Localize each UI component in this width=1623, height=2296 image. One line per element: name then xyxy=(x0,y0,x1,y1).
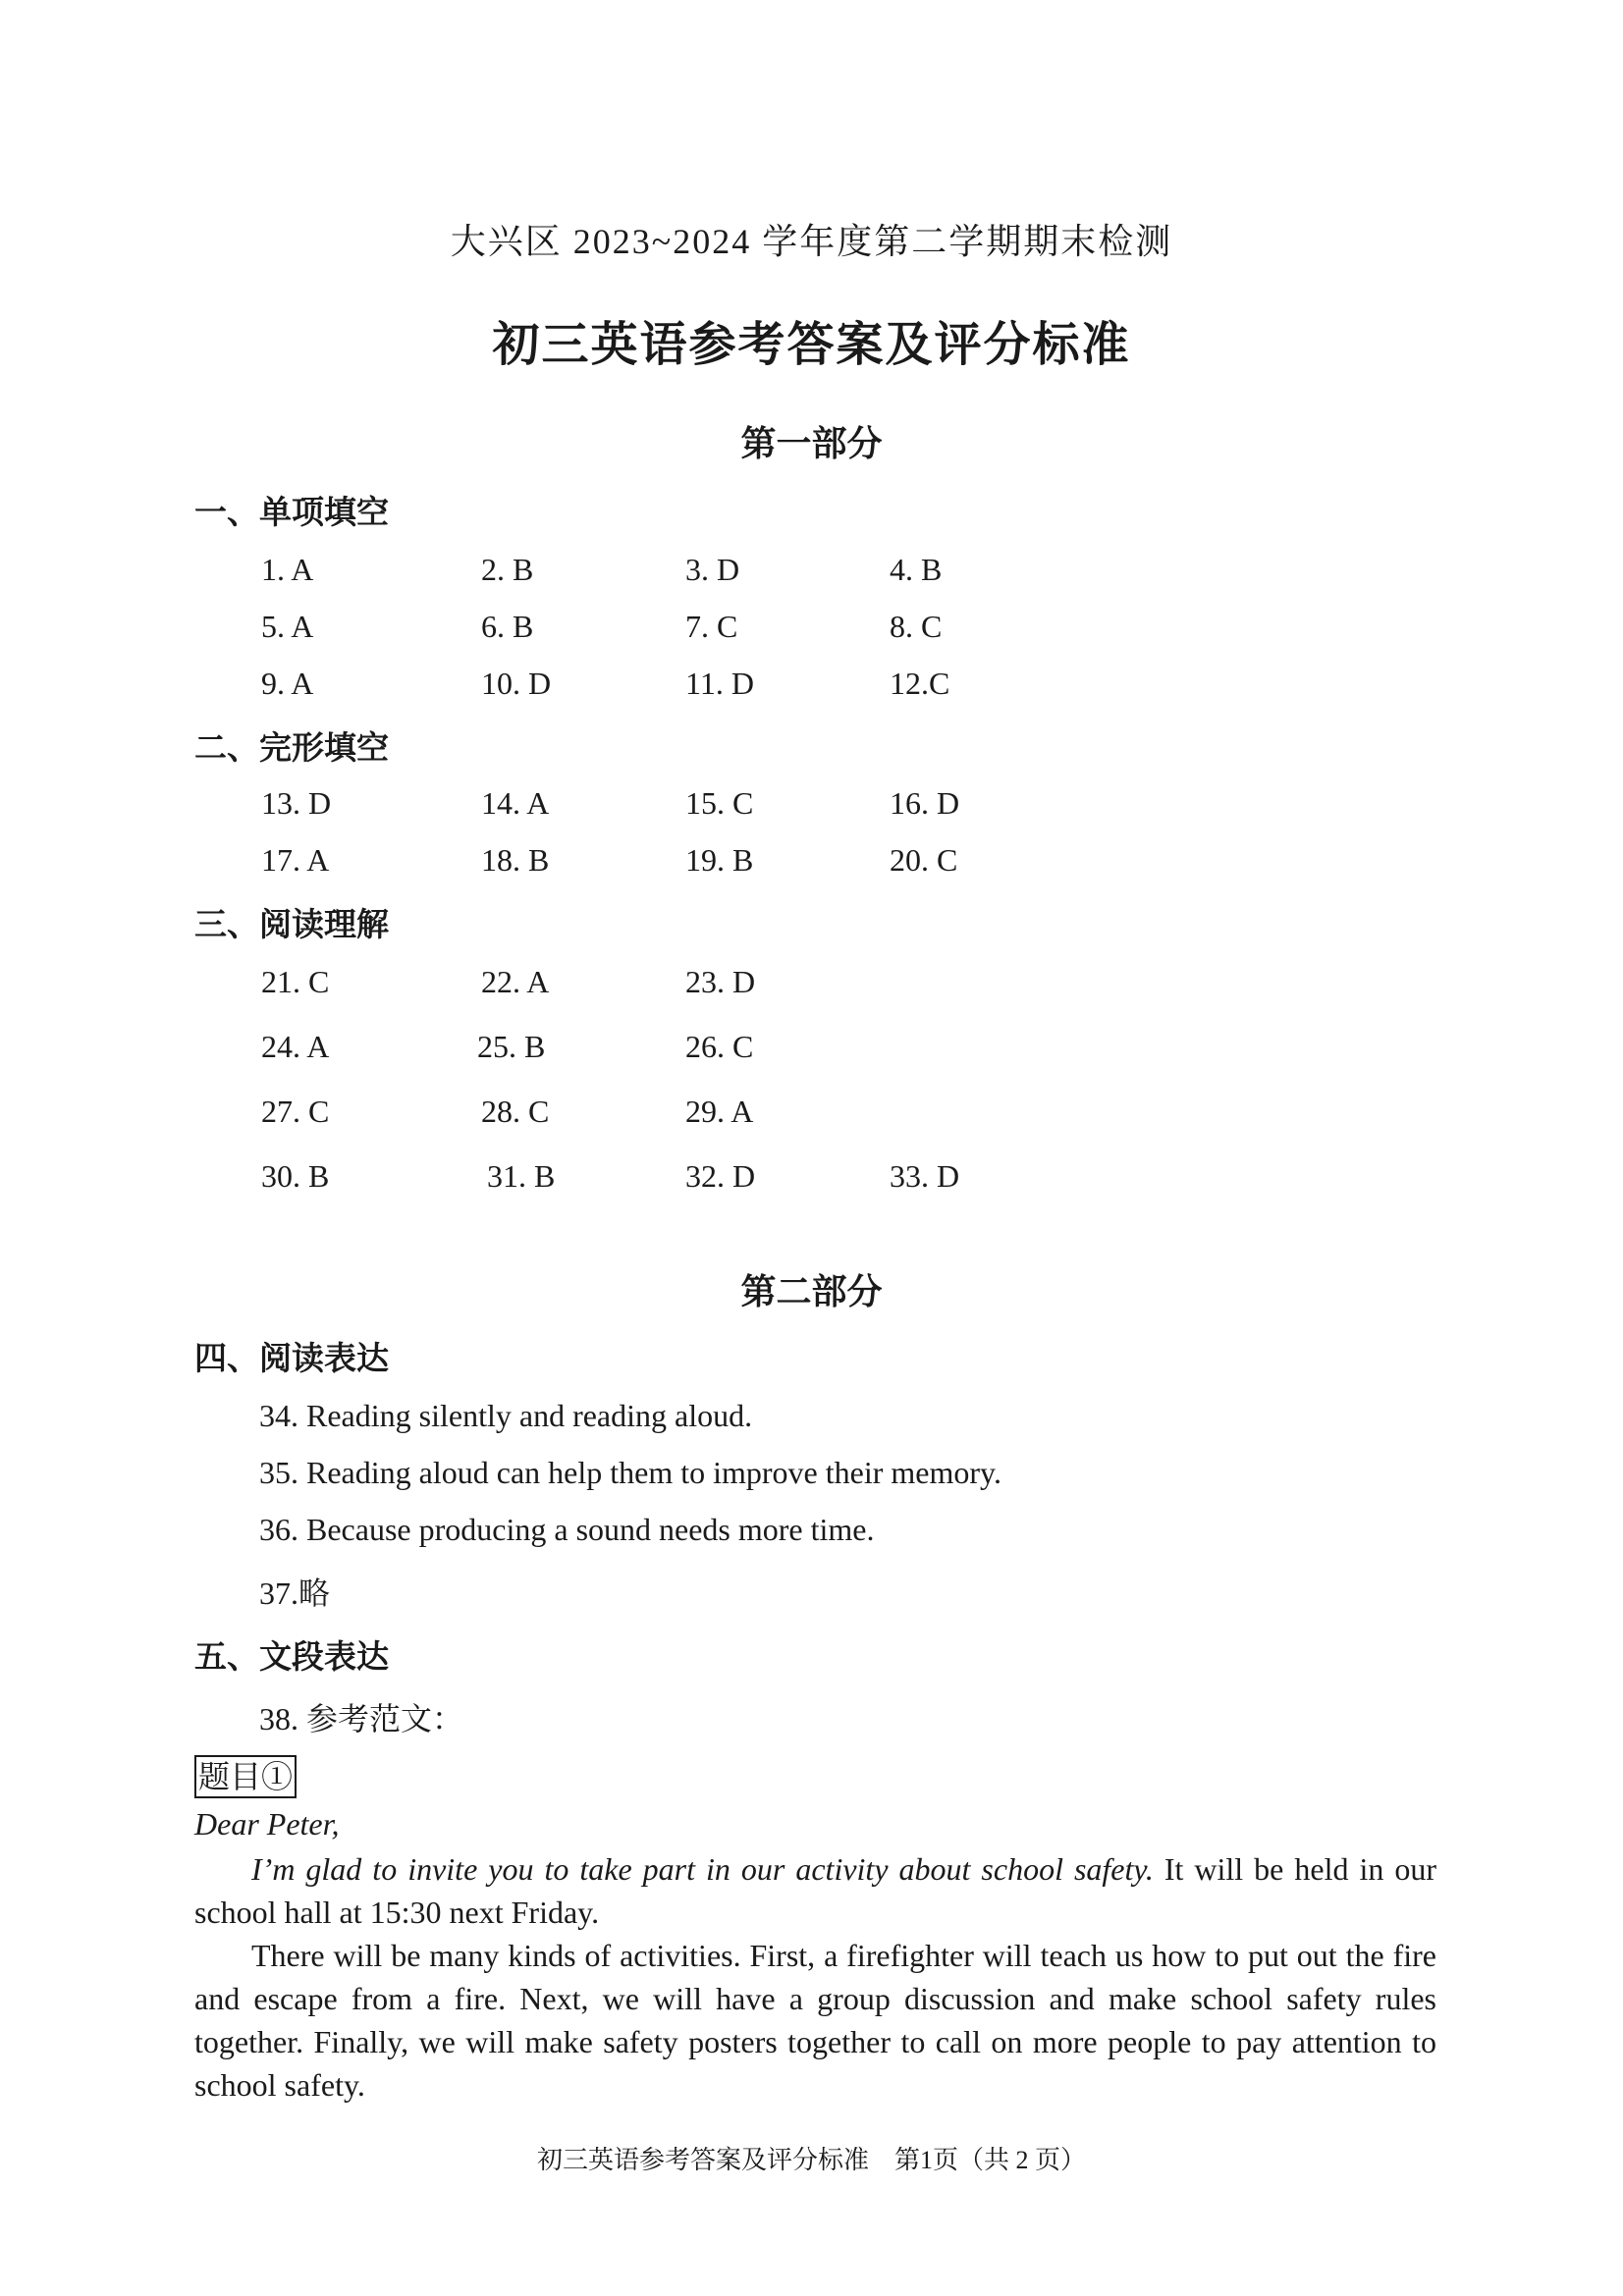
answer-line: 37.略 xyxy=(259,1575,331,1611)
answer-item: 5. A xyxy=(261,609,314,644)
answer-item: 7. C xyxy=(685,609,738,644)
answer-item: 9. A xyxy=(261,666,314,701)
answer-item: 26. C xyxy=(685,1029,754,1064)
answer-item: 8. C xyxy=(890,609,943,644)
answer-item: 18. B xyxy=(481,842,550,878)
answer-item: 24. A xyxy=(261,1029,330,1064)
answer-item: 3. D xyxy=(685,552,740,587)
section-heading-reading-expression: 四、阅读表达 xyxy=(194,1342,389,1377)
answer-item: 30. B xyxy=(261,1158,330,1194)
answer-item: 19. B xyxy=(685,842,754,878)
answer-item: 1. A xyxy=(261,552,314,587)
answer-item: 23. D xyxy=(685,964,756,999)
answer-item: 10. D xyxy=(481,666,552,701)
page-footer: 初三英语参考答案及评分标准 第1页（共 2 页） xyxy=(536,2146,1086,2174)
answer-line: 36. Because producing a sound needs more time. xyxy=(259,1512,875,1547)
answer-item: 28. C xyxy=(481,1094,550,1129)
topic-label-box: 题目① xyxy=(194,1755,297,1798)
answer-item: 11. D xyxy=(685,666,754,701)
part2-heading: 第二部分 xyxy=(740,1272,883,1311)
section-heading-single-choice: 一、单项填空 xyxy=(194,496,389,531)
answer-item: 33. D xyxy=(890,1158,960,1194)
section-heading-cloze: 二、完形填空 xyxy=(194,731,389,767)
answer-item: 27. C xyxy=(261,1094,330,1129)
answer-item: 29. A xyxy=(685,1094,754,1129)
essay-invitation-sentence: I’m glad to invite you to take part in our activity about school safety. xyxy=(251,1851,1154,1887)
page-title: 初三英语参考答案及评分标准 xyxy=(492,319,1131,371)
answer-item: 31. B xyxy=(487,1158,556,1194)
answer-item: 13. D xyxy=(261,785,332,821)
section-heading-writing: 五、文段表达 xyxy=(194,1640,389,1676)
exam-subtitle: 大兴区 2023~2024 学年度第二学期期末检测 xyxy=(450,222,1173,261)
essay-paragraph-2: There will be many kinds of activities. First, a firefighter will teach us how to put out the fire and escape from a fire. Next, we will have a group discussion and make school safety rules together. Finally, we will make safety posters together to call on more people to pay attention to school safety. xyxy=(194,1938,1436,2103)
answer-item: 32. D xyxy=(685,1158,756,1194)
essay-paragraph-1-rest: It will be held in our school hall at 15:30 next Friday. xyxy=(194,1851,1437,1930)
answer-item: 21. C xyxy=(261,964,330,999)
answer-line: 34. Reading silently and reading aloud. xyxy=(259,1398,753,1433)
sample-essay-intro: 38. 参考范文： xyxy=(259,1701,464,1736)
letter-salutation: Dear Peter, xyxy=(194,1806,340,1842)
answer-item: 16. D xyxy=(890,785,960,821)
essay-paragraph-1 xyxy=(194,1847,1436,1934)
answer-line: 35. Reading aloud can help them to improve their memory. xyxy=(259,1455,1001,1490)
answer-item: 4. B xyxy=(890,552,943,587)
answer-item: 25. B xyxy=(477,1029,546,1064)
part1-heading: 第一部分 xyxy=(740,424,883,463)
answer-item: 12.C xyxy=(890,666,950,701)
section-heading-reading: 三、阅读理解 xyxy=(194,908,389,943)
answer-item: 22. A xyxy=(481,964,550,999)
answer-item: 2. B xyxy=(481,552,534,587)
answer-item: 6. B xyxy=(481,609,534,644)
answer-item: 14. A xyxy=(481,785,550,821)
answer-item: 15. C xyxy=(685,785,754,821)
answer-item: 20. C xyxy=(890,842,958,878)
answer-item: 17. A xyxy=(261,842,330,878)
